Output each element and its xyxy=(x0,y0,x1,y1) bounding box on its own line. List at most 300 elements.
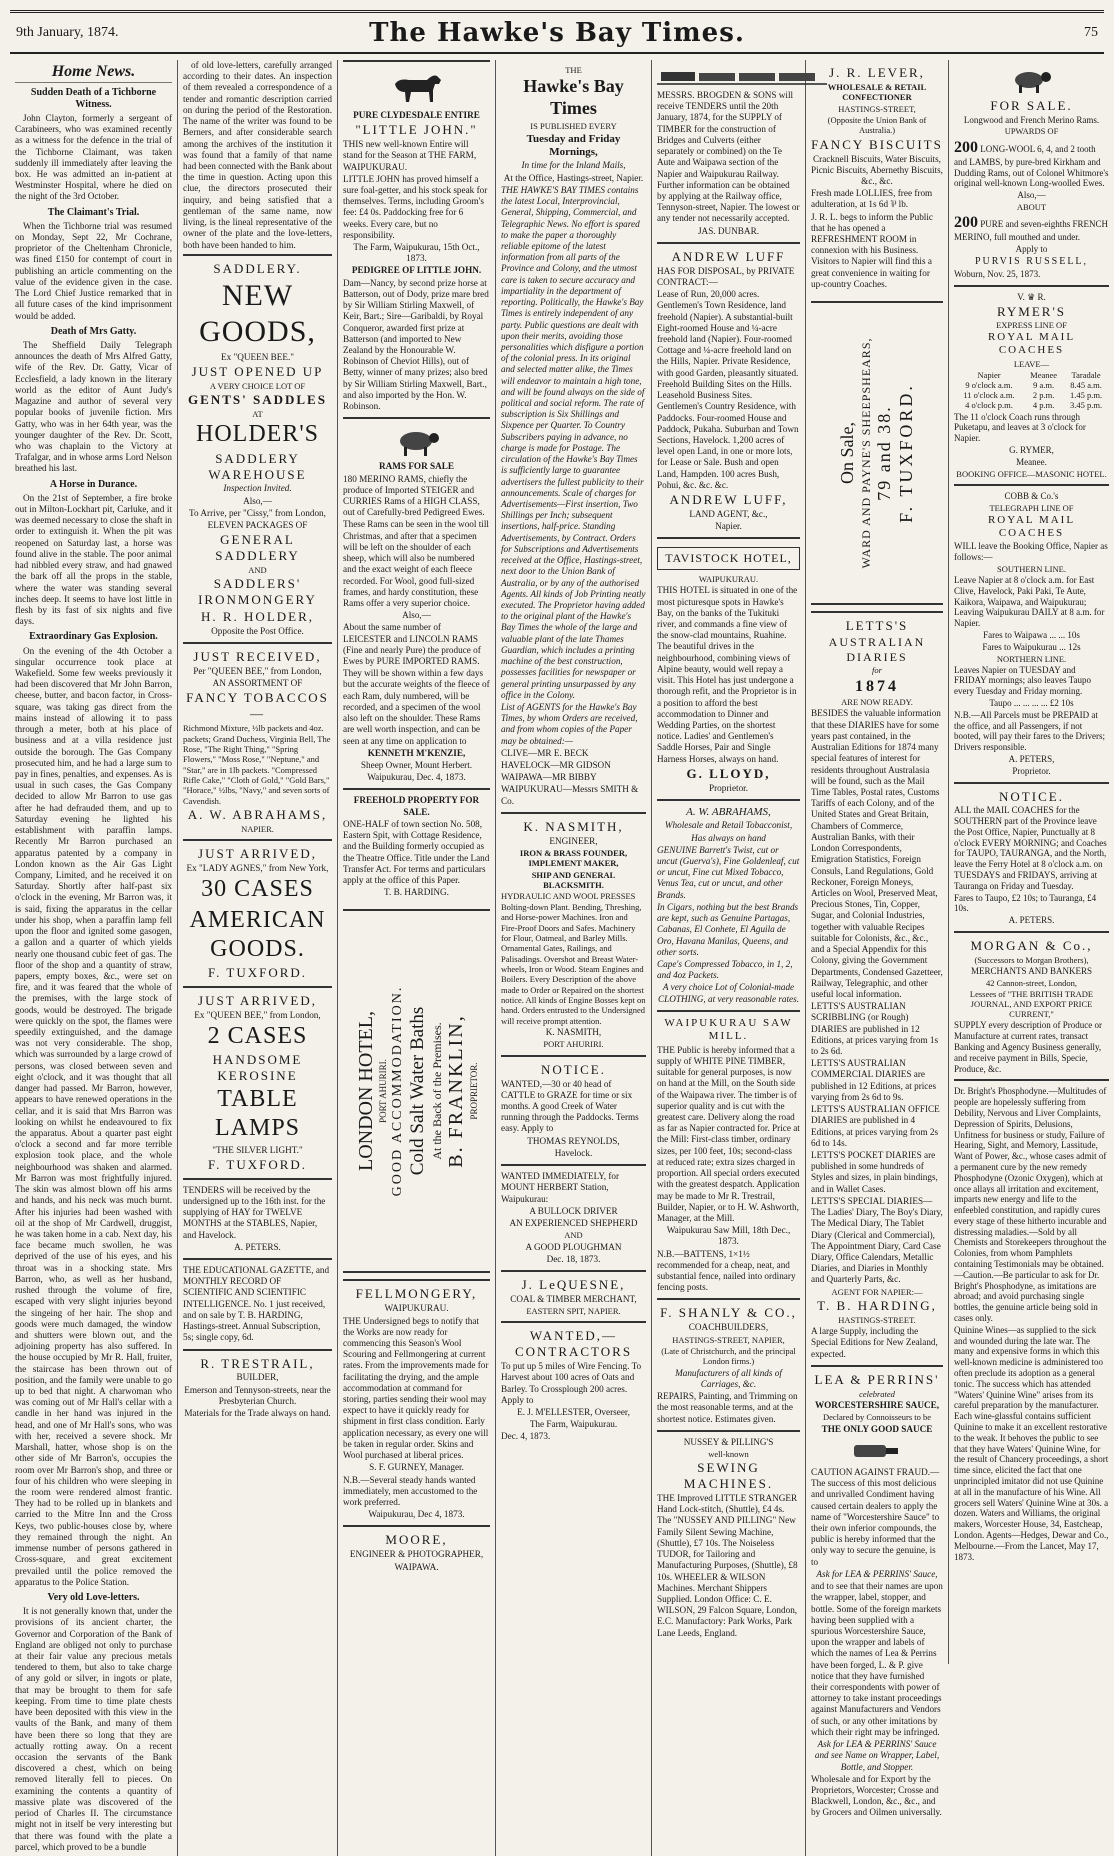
ad-text: TENDERS will be received by the undersigned up to the 16th inst. for the supplying of HAY for TWELVE MONTHS at the STABLES, Napier, and Havelock. xyxy=(183,1184,326,1240)
ad-line: Waipukurau, Dec 4, 1873. xyxy=(368,1509,465,1520)
ad-text: THE Improved LITTLE STRANGER Hand Lock-stitch, (Shuttle), £4 4s. The "NUSSEY AND PILLING" New Family Silent Sewing Machine, (Shuttle), £7 10s. The Noiseless TUDOR, for Tailoring and Manufacturing Purposes, (Shuttle), £8 10s. WHEELER & WILSON Machines. Merchant Shippers Supplied. London Office: C. E. WILSON, 29 Falcon Square, London, E.C. Manufactory: Park Works, Park Lane Leeds, England. xyxy=(657,1493,798,1638)
ad-line: GOOD ACCOMMODATION. xyxy=(390,986,406,1197)
ad-text: LETTS'S SPECIAL DIARIES—The Ladies' Diary, The Boy's Diary, The Medical Diary, The Tablet Diary (Clerical and Commercial), The Appointment Diary, Card Case Diary, Office Calendars, Metallic Diaries, and Diaries in Monthly and Quarterly Parts, &c. xyxy=(811,1195,943,1285)
ad-line: GENERAL SADDLERY xyxy=(215,532,300,564)
ad-signature: H. R. HOLDER, xyxy=(200,609,315,625)
fellmongery-ad xyxy=(343,1279,490,1525)
ad-line: AND xyxy=(564,1230,583,1241)
freehold-ad xyxy=(343,788,490,903)
saddlery-ad xyxy=(183,254,332,642)
crown-icon: ♛ xyxy=(1027,291,1036,302)
ad-signature: A. PETERS. xyxy=(234,1241,281,1252)
timetable-cell: 3.45 p.m. xyxy=(1070,400,1103,411)
issue-date: 9th January, 1874. xyxy=(16,24,119,40)
ad-text: WANTED,—30 or 40 head of CATTLE to GRAZE for time or six months. A good Creek of Water running through the Paddocks. Terms easy. Apply to xyxy=(501,1078,639,1134)
ad-line: COBB & Co.'s xyxy=(1004,490,1059,501)
ad-text: A large Supply, including the Special Editions for New Zealand, expected. xyxy=(811,1326,938,1359)
ad-line: IS PUBLISHED EVERY xyxy=(530,121,617,132)
ad-signature: T. B. HARDING, xyxy=(817,1298,937,1313)
ad-text: 180 MERINO RAMS, chiefly the produce of Imported STEIGER and CURRIES Rams of a HIGH CLASS, out of Carefully-bred Pedigreed Ewes. xyxy=(343,473,485,518)
ad-line: Declared by Connoisseurs to be xyxy=(822,1412,932,1423)
page-number: 75 xyxy=(1083,24,1098,40)
newspaper-notice xyxy=(501,60,646,812)
ad-text: N.B.—All Parcels must be PREPAID at the office, and all Passengers, if not booted, will pay their fares to the Drivers; Drivers responsible. xyxy=(954,709,1105,753)
land-agent-ad xyxy=(657,242,800,538)
agent-item: WAIPAWA—MR BIBBY xyxy=(501,772,597,783)
ad-text: MESSRS. BROGDEN & SONS will receive TENDERS until the 20th January, 1874, for the SUPPLY of TIMBER for the construction of Bridges and Culverts (either separately or combined) on the Te Aute and Waipawa section of the Napier and Waipukurau Railway. Further information can be obtained by applying at the Railway office, Tennyson-street, Napier. The lowest or any tender not necessarily accepted. xyxy=(657,90,800,224)
ad-line: At the Back of the Premises. xyxy=(429,1022,444,1161)
ad-heading: FELLMONGERY, xyxy=(355,1286,478,1302)
ad-headline: R. TRESTRAIL, xyxy=(200,1355,315,1371)
ad-line: PORT AHURIRI. xyxy=(543,1039,604,1050)
ad-line: The Farm, Waipukurau. xyxy=(529,1419,618,1430)
sheep-icon xyxy=(392,427,442,457)
agent-item: HAVELOCK—MR GIDSON xyxy=(501,760,611,771)
ad-text: They will be shown within a few days but the accurate weights of the fleece of each Ram, duly numbered, will be recorded, and a specimen of the wool also left on the shoulder. These Rams are well worth inspection, and can be seen at any time on application to xyxy=(343,668,490,746)
ad-heading: FOR SALE. xyxy=(990,98,1073,113)
coachbuilders-ad xyxy=(657,1298,800,1429)
ad-text: ALL the MAIL COACHES for the SOUTHERN part of the Province leave the Post Office, Napier, Punctually at 8 o'clock EVERY MORNING; and Coaches for TAUPO, TAURANGA, and the North, leave the Ferry Hotel at 8 o'clock a.m. on TUESDAYS and FRIDAYS, arriving at Tauranga on Friday and Tuesday. xyxy=(954,805,1107,891)
ad-text: ONE-HALF of town section No. 508, Eastern Spit, with Cottage Residence, and the Building formerly occupied as the Theatre Office. Title under the Land Transfer Act. For terms and particulars apply at the office of this Paper. xyxy=(343,818,490,885)
ad-text: LETTS'S AUSTRALIAN SCRIBBLING (or Rough) DIARIES are published in 12 Editions, at prices varying from 1s to 2s 6d. xyxy=(811,1001,939,1057)
ad-headline: ROYAL MAIL COACHES xyxy=(987,513,1076,539)
timetable-row xyxy=(954,390,1109,400)
article-heading: Death of Mrs Gatty. xyxy=(50,325,137,337)
moore-ad xyxy=(343,1525,490,1577)
ad-line: A VERY CHOICE LOT OF xyxy=(209,380,306,391)
column-7 xyxy=(948,60,1114,1664)
ad-line: Tuesday and Friday Mornings, xyxy=(526,132,621,159)
american-goods-ad xyxy=(183,839,332,986)
ad-line: ENGINEER, xyxy=(549,835,598,846)
timetable-cell: 8.45 a.m. xyxy=(1070,380,1102,391)
ad-heading: FREEHOLD PROPERTY FOR SALE. xyxy=(353,795,480,817)
brogden-tender-ad xyxy=(657,60,800,242)
ad-line: Ex "QUEEN BEE." xyxy=(220,351,295,362)
builder-ad xyxy=(183,1349,332,1425)
timetable-row xyxy=(954,400,1109,410)
article-heading: Extraordinary Gas Explosion. xyxy=(29,631,158,643)
ad-line: Ask for LEA & PERRINS' Sauce and see Name on Wrapper, Label, Bottle, and Stopper. xyxy=(814,1739,940,1772)
article-text: of old love-letters, carefully arranged according to their dates. An inspection of them revealed a correspondence of a tender and romantic description carried on during the period of the Restoration. The name of the writer was found to be Berners, and after considerable search among the archives of the institution it was found that a family of that name had been connected with the Bank about the time in question. Acting upon this clue, the directors prosecuted their inquiry, and being satisfied that a gentleman of the same name, now living, is the lineal representative of the owner of the plate and the love-letters, both have been handed to him. xyxy=(183,60,332,250)
saw-mill-ad xyxy=(657,1010,800,1299)
ad-line: HASTINGS-STREET, NAPIER, xyxy=(672,1334,785,1345)
ad-line: Fares to Waipawa ... ... 10s xyxy=(983,629,1080,640)
ad-line: Inspection Invited. xyxy=(223,483,292,494)
article-text: John Clayton, formerly a sergeant of Carabineers, who was examined recently as a witness for the defence in the trial of the Tichborne Claimant, was taken suddenly ill immediately after leaving the box. He was admitted an in-patient at Westminster Hospital, where he died on the night of the 3rd October. xyxy=(15,112,172,202)
ad-line: Napier. xyxy=(715,521,742,532)
station-wanted-ad xyxy=(501,1164,646,1270)
ad-line: Fares to Waipukurau ... 12s xyxy=(982,641,1081,652)
article-text: It is not generally known that, under the provisions of its ancient charter, the Governor and Corporation of the Bank of England are obliged not only to purchase at their fair value any precious metals tendered to them, but also to take charge of any gold or silver, in ingots or plate, that may be brought to them for safe keeping. From time to time plate chests have been deposited with this view in the vaults of the Bank, and many of them have been there so long that they are actually rotting away. On a recent occasion the servants of the Bank discovered a chest, which on being removed literally fell to pieces. On examining the contents a quantity of massive plate was discovered of the period of Charles II. The circumstance might not in itself be very interesting but that there was found with the plate a parcel, which proved to be a bundle xyxy=(15,1606,172,1852)
ad-line: WAIPUKURAU. xyxy=(698,574,759,584)
ad-line: In time for the Inland Mails, xyxy=(521,160,626,171)
ad-headline: Hawke's Bay Times xyxy=(523,76,624,119)
ad-line: Ex "LADY AGNES," from New York, xyxy=(186,863,329,874)
ad-signature: F. TUXFORD. xyxy=(207,1156,308,1172)
ad-headline: "LITTLE JOHN." xyxy=(355,122,478,138)
ad-line: PROPRIETOR. xyxy=(468,1062,479,1120)
ad-line: "THE SILVER LIGHT." xyxy=(212,1144,303,1155)
ad-line: AT xyxy=(252,409,263,420)
ad-line: Lessees of "THE BRITISH TRADE JOURNAL, AND EXPORT PRICE CURRENT," xyxy=(969,988,1094,1020)
ad-signature: F. TUXFORD. xyxy=(207,965,308,981)
ad-headline: WARD AND PAYNE'S SHEEPSHEARS, xyxy=(858,337,873,569)
ad-heading: PURE CLYDESDALE ENTIRE xyxy=(353,110,480,120)
ad-headline: RYMER'S xyxy=(996,303,1067,319)
ad-headline: SEWING MACHINES. xyxy=(683,1460,774,1492)
ad-text: THIS new well-known Entire will stand for the Season at THE FARM, WAIPUKURAU. xyxy=(343,139,477,172)
ad-heading: NOTICE. xyxy=(999,788,1064,804)
ad-headline: LONDON HOTEL, xyxy=(354,1011,377,1172)
ad-text: and to see that their names are upon the wrapper, label, stopper, and bottle. Some of the foreign markets having been supplied with a spurious Worcestershire Sauce, upon the wrapper and labels of which the names of Lea & Perrins have been forged, L. & P. give notice that they have furnished their correspondents with power of attorney to take instant proceedings against Manufacturers and Vendors of such, or any other imitations by which their right may be infringed. xyxy=(811,1581,943,1737)
ad-text: REPAIRS, Painting, and Trimming on the most reasonable terms, and at the shortest notice. Estimates given. xyxy=(657,1391,798,1424)
ad-line: AN ASSORTMENT OF xyxy=(212,678,303,689)
clydesdale-ad xyxy=(343,60,490,417)
ad-line: HASTINGS-STREET. xyxy=(838,1314,916,1325)
ad-text: HYDRAULIC AND WOOL PRESSES Bolting-down Plant. Bending, Threshing, and Horse-power Machines. Iron and Fire-Proof Doors and Safes. Machinery for Flour, Oatmeal, and Barley Mills. Ornamental Gates, Railings, and Palisadings. Overshot and Breast Water-wheels, Iron or Wood. Steam Engines and Boilers. Every Description of the above made to Order or Repaired on the shortest notice. All kinds of Engine Bosses kept on hand. Orders entrusted to the Undersigned will receive prompt attention. xyxy=(501,891,646,1026)
london-hotel-ad xyxy=(343,909,490,1273)
ad-text: Leaves Napier on TUESDAY and FRIDAY mornings; also leaves Taupo every Tuesday and Friday morning. xyxy=(954,664,1092,697)
ad-text: These Rams can be seen in the wool till Christmas, and after that a specimen will be left on the shoulder of each sheep, which will also be numbered and the exact weight of each fleece recorded. For Wool, good full-sized frames, and hardy constitution, these Rams offer a very superior choice. xyxy=(343,519,489,608)
ad-heading: RAMS FOR SALE xyxy=(378,461,455,472)
ad-line: Ex "QUEEN BEE," from London, xyxy=(194,1009,321,1020)
ad-line: GENTS' SADDLES xyxy=(188,392,327,408)
horse-icon xyxy=(387,70,447,106)
article-heading: Sudden Death of a Tichborne Witness. xyxy=(30,86,157,110)
ad-line: PORT AHURIRI. xyxy=(378,1059,389,1124)
ad-heading: JUST ARRIVED, xyxy=(198,846,317,862)
ad-line: Proprietor. xyxy=(708,782,749,793)
contractors-ad xyxy=(501,1321,646,1447)
ad-line: Longwood and French Merino Rams. xyxy=(963,114,1100,125)
timetable-cell: 9 a.m. xyxy=(1033,380,1055,391)
ad-headline: Cold Salt Water Baths xyxy=(407,1007,429,1176)
ad-line: IRON & BRASS FOUNDER, IMPLEMENT MAKER, xyxy=(519,847,628,869)
ad-line: LAND AGENT, &c., xyxy=(689,508,768,519)
ad-text: BESIDES the valuable information that these DIARIES have for some years past contained, in the Australian Editions for 1874 many special features of interest for residents throughout Australasia will be found, such as the Mail Time Tables, Postal rates, Customs Tariffs of each Colony, and of the United States and Great Britain, Chambers of Commerce, Australian Banks, with their London Correspondents, Emigration Statistics, Foreign Consuls, Land Regulations, Gold Reckoner, Foreign Moneys, Articles on Wool, Preserved Meat, Precious Stones, Tin, Copper, Sugar, and Colonial Industries, together with valuable Recipes suitable for Colonists, &c., &c., and a Special Appendix for this Colony, giving the Government Departments, Condensed Gazetteer, Railway, Telegraphic, and other useful local information. xyxy=(811,708,943,999)
ad-signature: A. PETERS. xyxy=(1008,915,1055,926)
morgan-bankers-ad xyxy=(954,931,1109,1079)
ad-headline: NEW GOODS, xyxy=(199,278,316,349)
confectioner-ad xyxy=(811,60,943,295)
ad-signature: KENNETH M'KENZIE, xyxy=(367,747,466,758)
ad-text: THIS HOTEL is situated in one of the most picturesque spots in Hawke's Bay, on the banks of the Tukituki river, and commands a fine view of the snow-clad mountains, Ruahine. The beautiful drives in the neighbourhood, combining views of Alpine beauty, would well repay a visit. This Hotel has just undergone a thorough refit, and the Proprietor is in a position to afford the best accommodation to Dinner and Wedding Parties, on the shortest notice. Ladies' and Gentlemen's Saddle Horses, Pair and Single Harness Horses, always on hand. xyxy=(657,585,798,764)
ad-headline: 1874 xyxy=(855,677,899,695)
cattle-notice xyxy=(501,1055,646,1164)
railway-train-icon xyxy=(657,68,827,86)
ad-line: To Arrive, per "Cissy," from London, xyxy=(189,507,326,518)
timetable-cell: 11 o'clock a.m. xyxy=(963,390,1015,401)
ad-line: Dec. 18, 1873. xyxy=(546,1253,601,1264)
ad-headline: 2 CASES xyxy=(207,1023,308,1050)
gazette-ad xyxy=(183,1258,332,1349)
ad-text: PURE and seven-eighths FRENCH MERINO, full mouthed and under. xyxy=(954,219,1108,243)
newspaper-title: The Hawke's Bay Times. xyxy=(369,17,745,48)
ad-line: HASTINGS-STREET, xyxy=(838,103,916,114)
ad-line: COACHBUILDERS, xyxy=(688,1322,769,1333)
ad-line: Meanee. xyxy=(1016,456,1047,467)
timetable-cell: 1.45 p.m. xyxy=(1070,390,1103,401)
ad-headline: FANCY TOBACCOS— xyxy=(186,690,329,722)
ad-line: ABOUT xyxy=(1016,201,1047,212)
ad-text: Quinine Wines—as supplied to the sick and wounded during the late war. The many and expensive forms in which this well-known medicine is administered too often preclude its adoption as a general tonic. The success which has attended "Waters' Quinine Wine" arises from its careful preparation by the manufacturer. Each wine-glassful contains sufficient Quinine to make it an excellent restorative to the weak. It behoves the public to see that they have Waters' Quinine Wine, for the result of Chancery proceedings, a short time since, elicited the fact that one unprincipled imitator did not use Quinine at all in the manufacture of his Wine. All grocers sell Waters' Quinine Wine at 30s. a dozen. Waters and Williams, the original makers, Worcester House, 34, Eastcheap, London. Agents—Hedges, Dewar and Co., Melbourne.—From the Lancet, May 17, 1873. xyxy=(954,1324,1109,1562)
ad-line: UPWARDS OF xyxy=(1004,126,1059,137)
timetable-cell: 4 o'clock p.m. xyxy=(965,400,1013,411)
rymers-coaches-ad xyxy=(954,285,1109,484)
column-3 xyxy=(338,60,496,1856)
tobacco-ad xyxy=(183,642,332,839)
newspaper-page xyxy=(10,10,1104,1852)
ad-signature: T. B. HARDING. xyxy=(384,887,449,898)
ad-text: Richmond Mixture, ½lb packets and 4oz. packets; Grand Duchess, Virginia Bell, The Rose, "The Right Thing," "Spring Flowers," "Moss Rose," "Neptune," and "Star," are in 1lb packets. "Compressed Rifle Cake," "Cloth of Gold," "Gold Bars," "Horace," ½lbs, "Navy," and seven sorts of Cavendish. xyxy=(183,723,331,806)
medicine-ad xyxy=(954,1079,1109,1567)
article-heading: The Claimant's Trial. xyxy=(47,206,140,218)
ad-text: THE HAWKE'S BAY TIMES contains the latest Local, Interprovincial, General, Shipping, Commercial, and Telegraphic News. No effort is spared to make the paper a thoroughly reliable epitome of the latest information from all parts of the Province and Colony, and the utmost care is taken to secure accuracy and impartiality in the department of reporting. Politically, the Hawke's Bay Times is entirely independent of any party. Public questions are dealt with upon their merits, avoiding those personalities which disfigure a portion of the colonial press. In its original and selected matter alike, the Times will endeavor to maintain a high tone, and will be found always on the side of political and social reform. The rate of subscription is Six Shillings and Sixpence per Quarter. To Country Subscribers paying in advance, no charge is made for Postage. The circulation of the Hawke's Bay Times is sufficiently large to guarantee advertisers the fullest publicity to their announcements. Scale of charges for Advertisements—First insertion, Two Shillings per Inch; subsequent insertions, half-price. Standing Advertisements, by Contract. Orders for Subscriptions and Advertisements received at the Office, Hastings-street, next door to the Union Bank of Australia, or by any of the authorised Agents. All kinds of Job Printing neatly executed. The Proprietor having added to the original plant of the Hawke's Bay Times the whole of the large and valuable plant of the late Thames Guardian, which includes a printing machine of the best construction, possesses facilities for newspaper or general printing unsurpassed by any office in the Colony. xyxy=(501,184,646,700)
ad-line: LEAVE— xyxy=(1013,358,1050,369)
ad-signature: G. RYMER, xyxy=(1009,445,1054,455)
column-5 xyxy=(652,60,806,1856)
ad-line: SOUTHERN LINE. xyxy=(997,563,1066,574)
article-heading: Very old Love-letters. xyxy=(47,1591,140,1603)
ad-line: (Late of Christchurch, and the principal London firms.) xyxy=(661,1345,796,1367)
sheepshears-ad xyxy=(811,301,943,605)
tobacconist-ad xyxy=(657,799,800,1010)
ad-headline: AUSTRALIAN DIARIES xyxy=(828,635,926,664)
ad-text: Lease of Run, 20,000 acres. Gentlemen's Town Residence, land freehold (Napier). A substantial-built Eight-roomed House and ¼-acre freehold land (Napier). Four-roomed Cottage and ¼-acre freehold land on the Hills, Napier. Private Residence, with good Garden, pleasantly situated. Freehold Building Sites on the Hills. Leasehold Business Sites. Gentlemen's Country Residence, with Paddocks. Four-roomed House and Paddock, Pukaha. Suburban and Town Sections, Havelock. 1,200 acres of level open Land, in one or more lots, for Lease or Sale. Bush and open Land, Hampden. 100 acres Bush, Pohui, &c. &c. &c. xyxy=(657,289,799,490)
timetable-cell: 4 p.m. xyxy=(1032,400,1055,411)
ad-line: Taupo ... ... ... ... £2 10s xyxy=(989,698,1074,709)
ad-line: EXPRESS LINE OF xyxy=(996,320,1067,331)
ad-text: LETTS'S AUSTRALIAN OFFICE DIARIES are published in 4 Editions, at prices varying from 2s 6d to 14s. xyxy=(811,1104,940,1148)
letts-diaries-ad xyxy=(811,611,943,1365)
ad-signature: B. FRANKLIN, xyxy=(444,1014,467,1169)
article-text: On the evening of the 4th October a singular occurrence took place at Wakefield. Some few weeks previously it had been discovered that Mr John Barron, cheese, butter, and bacon factor, in Cross-square, was taking gas direct from the mains instead of allowing it to pass through a meter, both at his place of business and at a villa residence just outside the borough. The Gas Company prosecuted him, and he had a large sum to pay in fines, penalties, and expenses. As is usual in such cases, the Gas Company decided to allow Mr Barron to use gas after he had defrauded them, and up to Saturday evening he lighted his establishment with paraffin lamps. Recently Mr Barron purchased an apparatus patented by a company in London known as the Air Gas Light Company, Limited, and he received it on Saturday. Shortly after half-past six o'clock in the evening, Mr Barron was, it is said, fixing the apparatus in the cellar under his shop, when a paraffin lamp fell upon the floor and ignited some gasogen, a gallon and a quarter of which yields nearly one thousand cubic feet of gas. The floor of the shop and a quantity of straw, papers, empty boxes, &c., were set on fire, and it was feared that the whole of the premises, with the large stock of goods, would be destroyed. The brigade were quickly on the spot, the flames were speedily extinguished, and the damage was not very considerable. The shop, which was surrounded by a large crowd of persons, was closed between seven and eight o'clock, and it was thought that all danger had passed. Mr Barron, however, appears to have renewed operations in the cellar, and it is said that Mrs Barron was looking on whilst he endeavoured to fix the apparatus. About a quarter past eight o'clock a second and far more terrible explosion took place, and the whole neighbourhood was shaken and alarmed. Mr Barron was most frightfully injured. The skin was almost blown off his arms and hands, and his neck was much burnt. After his injuries had been washed with oil at the shop of Mr Cardwell, druggist, he was taken home in a cab. Next day, his face became much swollen, he was deprived of the use of his eyes, and his throat was in a shocking state. Mrs Barron, who, as well as her husband, rushed through the volume of fire, escaped with very slight injuries beyond the singeing of her hair. The shop and goods were much damaged, the window and shutters were blown out, and the adjoining property has also suffered. In the house occupied by Mr R. Hall, fruiter, the staircase has been thrown out of position, and the family were unable to go up to bed that night. A charwoman who was coming out of Mr Hall's cellar with a candle in her hand was injured in the head, and one of Mr Hall's sons, who was with her, received a severe shock. Mr Marshall, hatter, whose shop is on the other side of Mr Barron's, occupies the room over Mr Barron's shop, and three or four of his children who were sleeping in the room were rendered almost frantic. They had to be rolled up in blankets and carried to the Mitre Inn and the Cross Keys, two public-houses close by, where they remained through the night. An immense number of persons gathered in Cross-square, and great excitement prevailed until the police removed the apparatus to the Police Station. xyxy=(15,645,172,1587)
ad-text: WILL leave the Booking Office, Napier as follows:— xyxy=(954,541,1108,562)
ad-text: LETTS'S AUSTRALIAN COMMERCIAL DIARIES are published in 12 Editions, at prices varying from 2s 6d to 9s. xyxy=(811,1058,937,1102)
ad-text: Dam—Nancy, by second prize horse at Batterson, out of Dody, prize mare bred by Sir William Stirling Maxwell, of Keir, Bart.; Sire—Garibaldi, by Royal Conqueror, awarded first prize at Batterson (and imported to New Zealand by the Honourable W. Robinson of Cheviot Hills), out of Betty, winner of many prizes; also bred by Sir William Stirling Maxwell, Bart., and also imported by the Hon. W. Robinson. xyxy=(343,277,489,412)
ad-line: 79 and 38. xyxy=(873,405,894,501)
agent-item: CLIVE—MR E. BECK xyxy=(501,747,589,758)
ad-line: At the Office, Hastings-street, Napier. xyxy=(503,172,644,183)
ad-text: To put up 5 miles of Wire Fencing. To Harvest about 100 acres of Oats and Barley. To Crossplough 200 acres. Apply to xyxy=(501,1361,642,1405)
ad-text: LITTLE JOHN has proved himself a sure foal-getter, and his stock speak for themselves. Terms, including Groom's fee: £4 0s. Paddocking free for 6 weeks. Every care, but no responsibility. xyxy=(343,173,488,240)
ad-text: THE EDUCATIONAL GAZETTE, and MONTHLY RECORD OF SCIENTIFIC AND SCIENTIFIC INTELLIGENCE. No. 1 just received, and on sale by T. B. HARDING, Hastings-street. Annual Subscription, 5s; single copy, 6d. xyxy=(183,1264,330,1343)
timetable-cell: 9 o'clock a.m. xyxy=(965,380,1013,391)
ad-text: Fares to Taupo, £2 10s; to Tauranga, £4 10s. xyxy=(954,892,1097,914)
timetable-cell: Meanee xyxy=(1030,369,1058,380)
ad-line: BUILDER, xyxy=(236,1372,279,1383)
column-6 xyxy=(806,60,948,1856)
ad-line: NAPIER. xyxy=(241,823,274,834)
ad-line: EASTERN SPIT, NAPIER. xyxy=(526,1306,621,1317)
ad-headline: TABLE LAMPS xyxy=(214,1086,301,1142)
ad-line: celebrated xyxy=(859,1388,895,1399)
ad-text: Fresh made LOLLIES, free from adulteration, at 1s 6d ⅌ lb. xyxy=(811,188,933,210)
ad-line: LETTS'S xyxy=(845,618,909,634)
ad-heading: SADDLERY. xyxy=(213,260,302,276)
ad-line: WORCESTERSHIRE SAUCE, xyxy=(814,1400,940,1411)
mail-coach-notice xyxy=(954,782,1109,931)
ad-line: A GOOD PLOUGHMAN xyxy=(525,1241,622,1252)
ad-text: J. R. L. begs to inform the Public that he has opened a REFRESHMENT ROOM in connexion with his Business. Visitors to Napier will find this a great convenience in waiting for up-country Coaches. xyxy=(811,211,933,289)
ad-text: In Cigars, nothing but the best Brands are kept, such as Genuine Partagas, Cabanas, El Conhete, El Aguila de Oro, Havana Manilas, Queens, and other sorts. xyxy=(657,901,799,957)
ad-line: WHOLESALE & RETAIL CONFECTIONER xyxy=(827,81,927,103)
tavistock-hotel-ad xyxy=(657,537,800,799)
ad-headline: LEA & PERRINS' xyxy=(814,1371,940,1387)
ad-text: LETTS'S POCKET DIARIES are published in some hundreds of Styles and sizes, in plain bindings, and in Wallet Cases. xyxy=(811,1150,938,1194)
ad-text: N.B.—BATTENS, 1×1½ recommended for a cheap, neat, and substantial fence, nailed into ordinary fencing posts. xyxy=(657,1248,796,1293)
ad-line: BOOKING OFFICE—MASONIC HOTEL. xyxy=(956,468,1107,479)
ad-number: 200 xyxy=(954,138,978,156)
ad-headline: MORGAN & Co., xyxy=(970,938,1093,954)
ad-text: About the same number of LEICESTER and LINCOLN RAMS (Fine and nearly Pure) the produce of Ewes by PURE IMPORTED RAMS. xyxy=(343,622,481,667)
ad-line: TELEGRAPH LINE OF xyxy=(989,502,1074,513)
ad-signature: PURVIS RUSSELL, xyxy=(974,255,1089,267)
timetable-cell: Taradale xyxy=(1071,369,1101,380)
ad-line: PEDIGREE OF LITTLE JOHN. xyxy=(351,265,482,276)
ad-text: Dr. Bright's Phosphodyne.—Multitudes of people are hopelessly suffering from Debility, Nervous and Liver Complaints, Depression of Spirits, Delusions, Unfitness for business or study, Failure of Hearing, Sight, and Memory, Lassitude, Want of Power, &c., whose cases admit of a permanent cure by the new remedy Phosphodyne (Ozonic Oxygen), which at once allays all irritation and excitement, imparts new energy and life to the enfeebled constitution, and rapidly cures every stage of these hitherto incurable and distressing maladies.—Sold by all Chemists and Storekeepers throughout the Colonies, from whom Pamphlets containing Testimonials may be obtained.—Caution.—Be particular to ask for Dr. Bright's Phosphodyne, as imitations are abroad; and avoid purchasing single bottles, the genuine article being sold in cases only. xyxy=(954,1086,1107,1324)
sauce-bottle-icon xyxy=(852,1439,902,1463)
timetable-row xyxy=(954,380,1109,390)
ad-signature: THOMAS REYNOLDS, xyxy=(527,1135,620,1146)
ad-headline: NUSSEY & PILLING'S xyxy=(683,1436,774,1447)
ad-headline: F. SHANLY & CO., xyxy=(660,1305,797,1321)
ad-text: HAS FOR DISPOSAL, by PRIVATE CONTRACT:— xyxy=(657,265,795,287)
article-text: On the 21st of September, a fire broke out in Milton-Lockhart pit, Carluke, and it was deemed necessary to close the shaft in order to extinguish it. When the pit was reopened on Saturday last, a horse was found alive in the stable. The poor animal had nibbled every straw, and had gnawed the bark off all the props in the stable, where the water was standing several inches deep. It seems to have lost little in flesh by its fast of six nights and five days. xyxy=(15,492,172,627)
ad-line: A BULLOCK DRIVER xyxy=(529,1205,618,1216)
ad-signature: K. NASMITH, xyxy=(545,1027,602,1038)
masthead xyxy=(10,10,1104,54)
article-text: When the Tichborne trial was resumed on Monday, Sept 22, Mr Cochrane, proprietor of the Cheltenham Chronicle, was fined £150 for contempt of court in publishing an article commenting on the value of the evidence given in the case. The Lord Chief Justice remarked that in all future cases of the kind imprisonment would be added. xyxy=(15,220,172,321)
ad-line: Woburn, Nov. 25, 1873. xyxy=(954,268,1041,279)
timetable-cell: 2 p.m. xyxy=(1032,390,1055,401)
sauce-ad xyxy=(811,1365,943,1824)
ad-text: THE Undersigned begs to notify that the Works are now ready for commencing this Season's Wool Scouring and Fellmongering at current rates. From the improvements made for facilitating the drying, and the ample accommodation at command for storing, parties sending their wool may expect to have it quickly ready for shipment in first class condition. Early application necessary, as every one will be taken in regular order. Skins and Wool purchased at liberal prices. xyxy=(343,1315,489,1461)
ad-line: (Successors to Morgan Brothers), xyxy=(974,954,1089,965)
ad-line: AN EXPERIENCED SHEPHERD xyxy=(509,1217,638,1228)
ad-line: Also,— xyxy=(1017,190,1046,201)
article-heading: A Horse in Durance. xyxy=(49,478,138,490)
ad-line: Opposite the Post Office. xyxy=(211,625,304,636)
ad-line: Has always on hand xyxy=(691,832,766,843)
timetable-cell: Napier xyxy=(977,369,1001,380)
ad-text: Cracknell Biscuits, Water Biscuits, Picnic Biscuits, Abernethy Biscuits, &c., &c. xyxy=(811,153,943,186)
agent-item: WAIPUKURAU—Messrs SMITH & Co. xyxy=(501,784,639,806)
ad-line: SADDLERS' IRONMONGERY xyxy=(198,576,317,608)
ad-headline: K. NASMITH, xyxy=(523,818,624,834)
timetable-row xyxy=(954,370,1109,380)
article-text: The Sheffield Daily Telegraph announces the death of Mrs Alfred Gatty, wife of the Rev. Dr. Gatty, Vicar of Ecclesfield, a lady known in the literary world as the editor of Aunt Judy's Magazine and author of several very popular books of juvenile fiction. Mrs Gatty, who was in her 64th year, was the younger daughter of the Rev. Dr. Scott, who was chaplain to the Victory at Trafalgar, and in whose arms Lord Nelson breathed his last. xyxy=(15,339,172,474)
lamps-ad xyxy=(183,986,332,1178)
ad-line: Also,— xyxy=(402,610,431,621)
ad-line: Per "QUEEN BEE," from London, xyxy=(193,666,322,677)
ad-headline: J. R. LEVER, xyxy=(829,65,925,80)
ad-headline: J. LeQUESNE, xyxy=(521,1276,626,1292)
timetable xyxy=(954,370,1109,411)
ad-line: ARE NOW READY. xyxy=(841,697,913,708)
ad-line: Apply to xyxy=(1015,244,1048,255)
ad-signature: S. F. GURNEY, Manager. xyxy=(369,1462,464,1473)
ad-headline: A. W. ABRAHAMS, xyxy=(686,805,771,818)
ad-line: ENGINEER & PHOTOGRAPHER, xyxy=(349,1549,484,1560)
cipher-letter: V. xyxy=(1017,291,1025,302)
ad-signature: G. LLOYD, xyxy=(686,765,771,781)
rams-for-sale-ad xyxy=(954,60,1109,285)
ad-signature: ANDREW LUFF, xyxy=(669,492,788,508)
ad-number: 200 xyxy=(954,214,978,232)
ad-line: Wholesale and Retail Tobacconist, xyxy=(664,820,793,831)
ad-line: Manufacturers of all kinds of Carriages, &c. xyxy=(675,1367,782,1389)
ad-text: The 11 o'clock Coach runs through Puketapu, and leaves at 3 o'clock for Napier. xyxy=(954,411,1086,444)
ad-text: N.B.—Several steady hands wanted immediately, men accustomed to the work preferred. xyxy=(343,1474,478,1507)
ad-line: AND xyxy=(248,565,267,575)
ad-line: WAIPAWA. xyxy=(394,1561,439,1572)
ad-headline: AMERICAN GOODS. xyxy=(189,906,326,962)
ad-line: THE ONLY GOOD SAUCE xyxy=(821,1423,933,1434)
ad-text: WANTED IMMEDIATELY, for MOUNT HERBERT Station, Waipukurau: xyxy=(501,1171,620,1204)
ad-line: for xyxy=(872,665,882,676)
ad-text: Cape's Compressed Tobacco, in 1, 2, and 4oz Packets. xyxy=(657,958,793,981)
ad-line: Ask for LEA & PERRINS' Sauce, xyxy=(816,1568,938,1579)
ad-line: ELEVEN PACKAGES OF xyxy=(207,520,308,531)
ad-line: Waipukurau Saw Mill, 18th Dec., 1873. xyxy=(666,1225,791,1247)
ad-line: MERCHANTS AND BANKERS xyxy=(970,965,1093,976)
ad-text: GENUINE Barrett's Twist, cut or uncut (Guerva's), Fine Goldenleaf, cut or uncut, Fine cut Mixed Tobacco, Venus Tea, cut or uncut, and other Brands. xyxy=(657,844,800,900)
sewing-machines-ad xyxy=(657,1430,800,1644)
ad-text: List of AGENTS for the Hawke's Bay Times, by whom Orders are received, and from whom copies of the Paper may be obtained:— xyxy=(501,701,638,746)
ad-line: WAIPUKURAU. xyxy=(384,1303,449,1314)
ad-headline: TAVISTOCK HOTEL, xyxy=(657,547,800,570)
ad-text: A very choice Lot of Colonial-made CLOTHING, at very reasonable rates. xyxy=(657,982,800,1004)
ad-line: Sheep Owner, Mount Herbert. xyxy=(360,760,473,771)
ad-headline: HOLDER'S xyxy=(196,421,319,448)
ad-text: LONG-WOOL 6, 4, and 2 tooth and LAMBS, by pure-bred Kirkham and Dudding Rams, out of Colonel Whitmore's original well-known Long-woolled Ewes. xyxy=(954,143,1109,189)
ad-line: The Farm, Waipukurau, 15th Oct., 1873. xyxy=(353,242,480,264)
ad-line: well-known xyxy=(708,1448,749,1459)
ad-headline: MOORE, xyxy=(385,1532,448,1548)
cobb-coaches-ad xyxy=(954,484,1109,782)
ad-text: CAUTION AGAINST FRAUD.—The success of this most delicious and unrivalled Condiment having caused certain dealers to apply the name of "Worcestershire Sauce" to their own inferior compounds, the public is hereby informed that the only way to secure the genuine, is to xyxy=(811,1466,940,1567)
ad-line: Materials for the Trade always on hand. xyxy=(184,1408,331,1419)
ad-signature: A. PETERS, xyxy=(1008,754,1055,765)
nasmith-ad xyxy=(501,812,646,1055)
ad-signature: E. J. M'ELLESTER, Overseer, xyxy=(517,1406,630,1417)
ad-line: THE xyxy=(565,65,582,75)
hay-tender-ad xyxy=(183,1178,332,1258)
ad-heading: WANTED,—CONTRACTORS xyxy=(514,1328,633,1360)
ad-line: Proprietor. xyxy=(1012,765,1051,776)
ad-line: HANDSOME KEROSINE xyxy=(212,1052,303,1084)
ad-signature: F. TUXFORD. xyxy=(895,383,916,524)
ad-line: Waipukurau, Dec. 4, 1873. xyxy=(367,772,466,783)
ad-line: Also,— xyxy=(243,495,272,506)
ad-line: JUST OPENED UP xyxy=(191,363,324,379)
ad-headline: ROYAL MAIL COACHES xyxy=(987,331,1076,357)
ad-line: Emerson and Tennyson-streets, near the Presbyterian Church. xyxy=(184,1384,331,1406)
ad-text: THE Public is hereby informed that a supply of WHITE PINE TIMBER, suitable for general purposes, is now on hand at the Mill, on the South side of the Waipawa river. The timber is of superior quality and is cut with the greatest care. Delivery along the road as far as Napier contracted for. Price at the Mill: First-class timber, ordinary sizes, per 100 feet, 10s; second-class at reduced rate; extra sizes charged in proportion. All special orders executed with the greatest despatch. Application may be made to Mr R. Trestrail, Builder, Napier, or to H. W. Ashworth, Manager, at the Mill. xyxy=(657,1044,800,1223)
ram-icon xyxy=(1009,68,1055,94)
ad-line: SADDLERY WAREHOUSE xyxy=(208,450,307,482)
ad-signature: JAS. DUNBAR. xyxy=(697,225,759,236)
ad-line: SHIP AND GENERAL BLACKSMITH. xyxy=(531,869,616,891)
column-1 xyxy=(10,60,178,1856)
rams-ad xyxy=(343,417,490,788)
ad-line: Dec. 4, 1873. xyxy=(501,1431,551,1442)
column-4 xyxy=(496,60,652,1856)
ad-line: AGENT FOR NAPIER:— xyxy=(831,1286,923,1297)
ad-line: NORTHERN LINE. xyxy=(996,653,1067,664)
